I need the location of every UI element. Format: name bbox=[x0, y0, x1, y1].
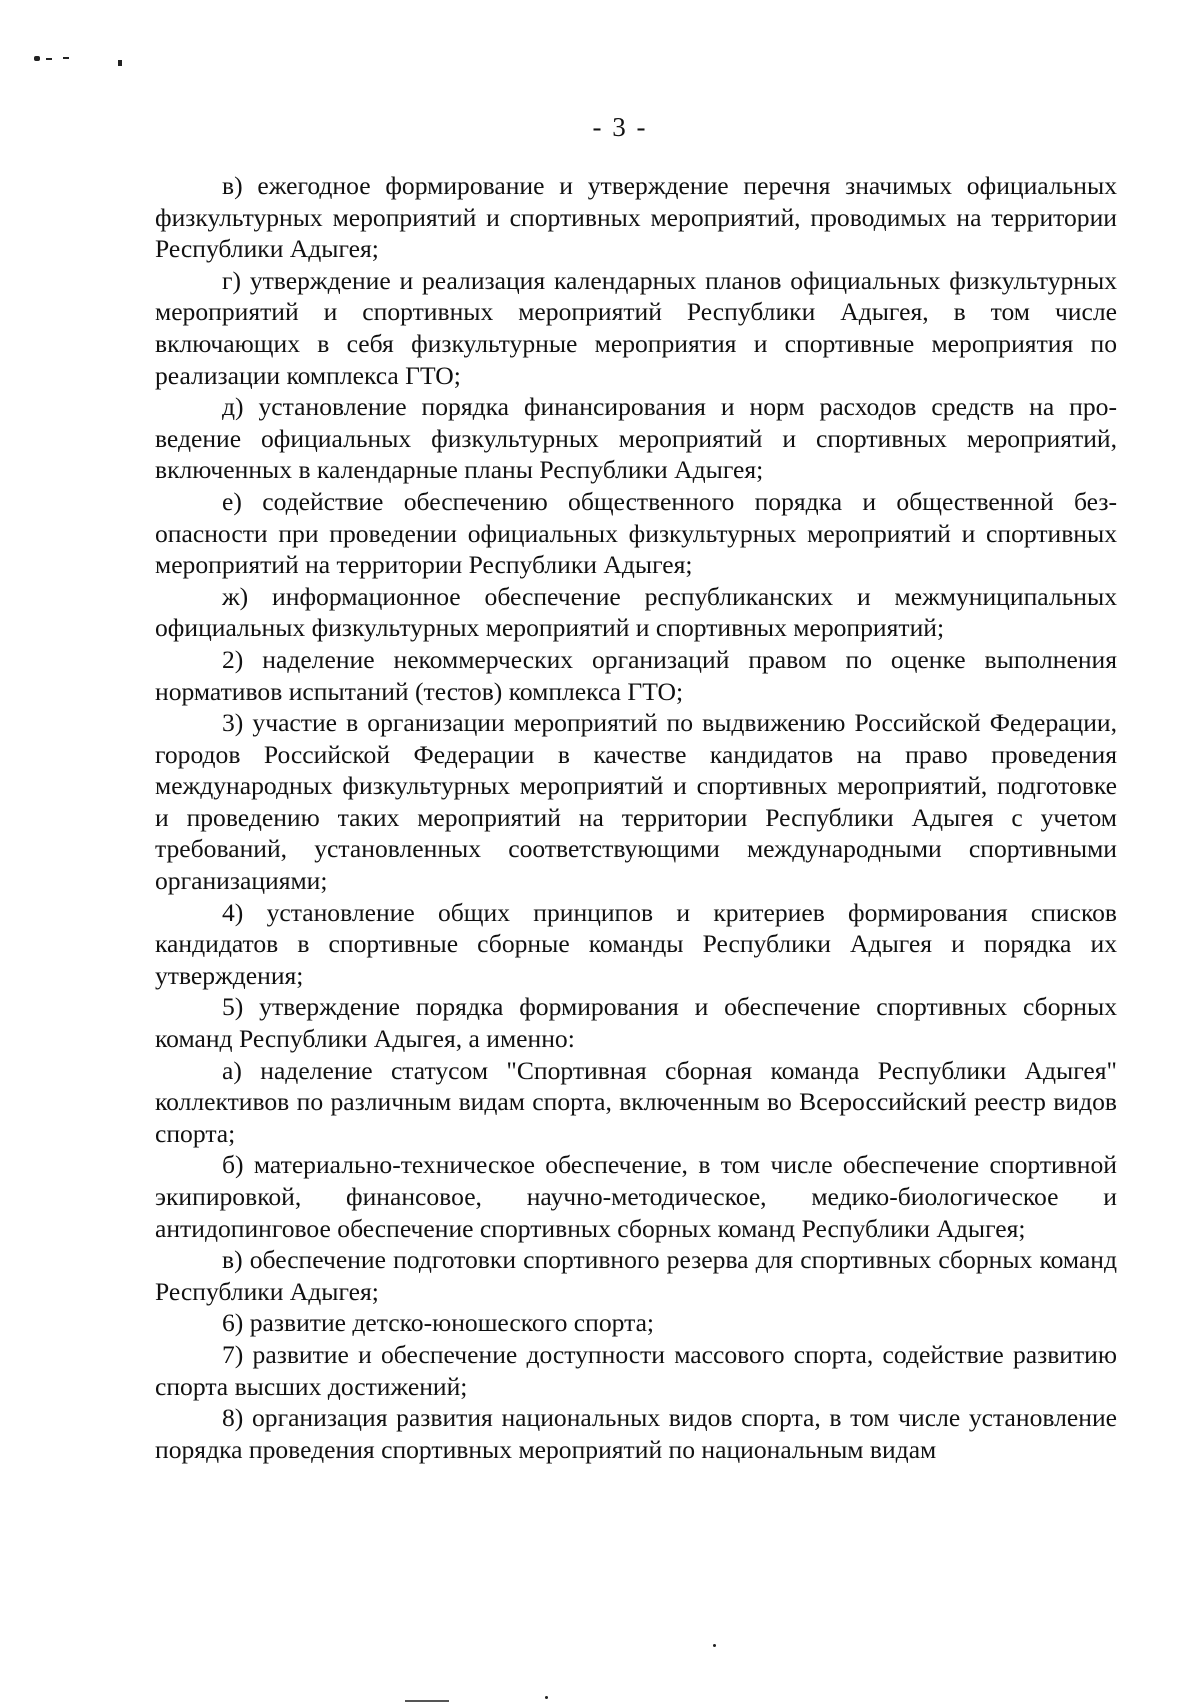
scan-artifact bbox=[34, 56, 40, 61]
scan-artifact bbox=[713, 1644, 716, 1647]
paragraph: е) содействие обеспечению общественного порядка и общественной безопасности при проведении официальных физкультурных мероприятий и спортивных мероприятий на территории Республики Адыгея; bbox=[155, 486, 1117, 580]
scan-artifact bbox=[405, 1700, 449, 1702]
scan-artifact bbox=[545, 1696, 548, 1699]
paragraph: г) утверждение и реализация календарных планов официальных физкультурных мероприятий и спортивных мероприятий Республики Адыгея, в том числе включающих в себя физкультурные мероприятия и спортивные мероприятия по реализации комплекса ГТО; bbox=[155, 265, 1117, 390]
paragraph: 5) утверждение порядка формирования и обеспечение спортивных сборных команд Республики Адыгея, а именно: bbox=[155, 992, 1117, 1054]
paragraph: 4) установление общих принципов и критериев формирования списков кандидатов в спортивные сборные команды Республики Адыгея и порядка их утверждения; bbox=[155, 897, 1117, 990]
paragraph: д) установление порядка финансирования и норм расходов средств на проведение официальных физкультурных мероприятий и спортивных мероприятий, включенных в календарные планы Республики Адыгея; bbox=[155, 392, 1117, 485]
paragraph: 2) наделение некоммерческих организаций правом по оценке выполнения нормативов испытаний (тестов) комплекса ГТО; bbox=[155, 644, 1117, 706]
page-number: - 3 - bbox=[592, 112, 648, 142]
scan-artifact bbox=[63, 57, 69, 59]
paragraph: б) материально-техническое обеспечение, в том числе обеспечение спортивной экипировкой, финансовое, научно-методическое, медико-биологическое и антидопинговое обеспечение спортивных сборных команд Республики Адыгея; bbox=[155, 1150, 1117, 1243]
paragraph: в) ежегодное формирование и утверждение перечня значимых официальных физкультурных мероприятий и спортивных мероприятий, проводимых на территории Республики Адыгея; bbox=[155, 171, 1117, 264]
document-body bbox=[155, 170, 1117, 1465]
paragraph: 3) участие в организации мероприятий по выдвижению Российской Федерации, городов Российской Федерации в качестве кандидатов на право проведения международных физкультурных мероприятий и спортивных мероприятий, подготовке и проведению таких мероприятий на территории Республики Адыгея с учетом требований, установленных соответствующими международными спортивными организациями; bbox=[155, 708, 1117, 896]
paragraph: 6) развитие детско-юношеского спорта; bbox=[222, 1308, 655, 1338]
paragraph: в) обеспечение подготовки спортивного резерва для спортивных сборных команд Республики Адыгея; bbox=[155, 1245, 1117, 1306]
paragraph: 8) организация развития национальных видов спорта, в том числе установление порядка проведения спортивных мероприятий по национальным видам bbox=[155, 1403, 1117, 1464]
scan-artifact bbox=[46, 58, 52, 60]
paragraph: 7) развитие и обеспечение доступности массового спорта, содействие развитию спорта высших достижений; bbox=[155, 1339, 1117, 1401]
paragraph: ж) информационное обеспечение республиканских и межмуниципальных официальных физкультурных мероприятий и спортивных мероприятий; bbox=[155, 581, 1117, 643]
paragraph: а) наделение статусом "Спортивная сборная команда Республики Адыгея" коллективов по различным видам спорта, включенным во Всероссийский реестр видов спорта; bbox=[155, 1055, 1117, 1148]
scan-artifact bbox=[118, 60, 122, 66]
